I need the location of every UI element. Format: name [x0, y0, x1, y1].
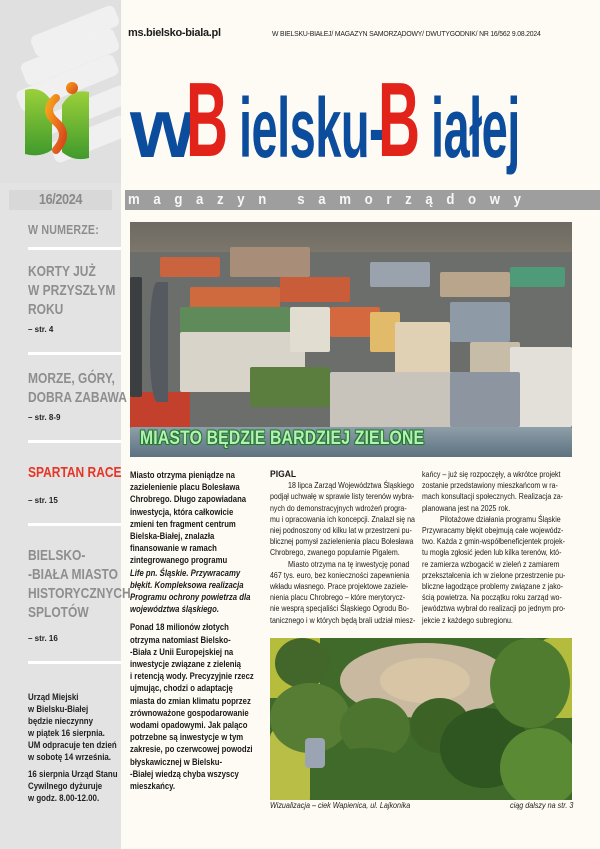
magazine-subtitle: magazyn samorządowy — [128, 191, 535, 208]
city-logo-icon — [22, 80, 92, 165]
toc-item-title: MORZE, GÓRY, DOBRA ZABAWA — [28, 370, 127, 406]
toc-heading: W NUMERZE: — [28, 222, 99, 237]
toc-item[interactable] — [28, 369, 127, 422]
divider — [28, 661, 121, 664]
toc-item[interactable] — [28, 262, 121, 334]
toc-item-title: SPARTAN RACE — [28, 464, 122, 481]
issue-number: 16/2024 — [9, 190, 112, 210]
toc-item-title: BIELSKO- -BIAŁA MIASTO HISTORYCZNYCH SPLOTÓW — [28, 547, 131, 621]
image-caption: Wizualizacja – ciek Wapienica, ul. Lajkonika — [270, 801, 411, 810]
article-column-3: kańcy – już się rozpoczęły, a wkrótce projekt zostanie przedstawiony mieszkańcom w ra- mach konsultacji społecznych. Realizacja za- planowana jest na 2025 rok. Pilotażowe działania programu Śląskie Przywracamy błękit obejmują całe wojewódz- two. Każda z gmin-współbeneficjentek projek- tu mogła zgłosić jeden lub kilka terenów, któ- re zamierza wzbogacić w zieleń z zamiarem przekształcenia ich w zielone przestrzenie pu- bliczne łagodzące problemy związane z jako- ścią powietrza. Na początku roku zarząd wo- jewództwa wybrał do realizacji po jednym pro- jekcie z każdego subregionu. — [422, 469, 566, 625]
aerial-city-photo — [130, 222, 572, 457]
divider — [28, 440, 121, 443]
logo-area — [0, 0, 121, 183]
issue-info: W BIELSKU-BIAŁEJ/ MAGAZYN SAMORZĄDOWY/ DWUTYGODNIK/ NR 16/562 9.08.2024 — [272, 29, 541, 38]
divider — [28, 523, 121, 526]
toc-item-page: – str. 16 — [28, 634, 58, 643]
continued-link[interactable]: ciąg dalszy na str. 3 — [510, 801, 574, 810]
office-hours-notice: Urząd Miejski w Bielsku-Białej będzie nieczynny w piątek 16 sierpnia. UM odpracuje ten dzień w sobotę 14 września. 16 sierpnia Urząd Stanu Cywilnego dyżuruje w godz. 8.00-12.00. — [28, 692, 118, 803]
article-lead: Miasto otrzyma pieniądze na zazielenienie placu Bolesława Chrobrego. Długo zapowiadana inwestycja, która całkowicie zmieni ten fragment centrum Bielska-Białej, znalazła finansowanie w ramach zintegrowanego programu Life pn. Śląskie. Przywracamy błękit. Kompleksowa realizacja Programu ochrony powietrza dla województwa śląskiego. Ponad 18 milionów złotych otrzyma natomiast Bielsko- -Biała z Unii Europejskiej na inwestycje związane z zielenią i retencją wody. Precyzyjnie rzecz ujmując, chodzi o adaptację miasta do zmian klimatu poprzez zrównoważone gospodarowanie wodami opadowymi. Jak paląco potrzebne są inwestycje w tym zakresie, po czerwcowej powodzi błyskawicznej w Bielsku- -Białej wiedzą chyba wszyscy mieszkańcy. — [130, 470, 254, 792]
table-of-contents — [28, 222, 131, 664]
hero-headline: MIASTO BĘDZIE BARDZIEJ ZIELONE — [140, 428, 425, 449]
toc-item[interactable] — [28, 546, 131, 643]
section-heading: PIGAL — [270, 469, 297, 480]
masthead-title: wB ielsku-B iałej — [130, 61, 520, 179]
toc-item-page: – str. 8-9 — [28, 413, 61, 422]
park-visualization-image — [270, 638, 572, 800]
article-column-2: PIGAL 18 lipca Zarząd Województwa Śląskiego podjął uchwałę w sprawie listy terenów wybra- nych do demonstracyjnych wdrożeń progra- mu i opracowania ich koncepcji. Znalazł się na niej podnoszony od kilku lat w przestrzeni pu- blicznej pomysł zazielenienia placu Bolesława Chrobrego, zwanego popularnie Pigalem. Miasto otrzyma na tę inwestycję ponad 467 tys. euro, bez konieczności zapewnienia wkładu własnego. Prace projektowe zaziele- nienia placu Chrobrego – które merytorycz- nie wesprą specjaliści Śląskiego Ogrodu Bo- tanicznego i w których będą brali udział miesz- — [270, 469, 416, 625]
site-url-link[interactable]: ms.bielsko-biala.pl — [128, 27, 221, 39]
divider — [28, 352, 121, 355]
toc-item-page: – str. 4 — [28, 325, 54, 334]
toc-item-title: KORTY JUŻ W PRZYSZŁYM ROKU — [28, 263, 116, 318]
divider — [28, 247, 121, 250]
toc-item[interactable] — [28, 463, 121, 505]
toc-item-page: – str. 15 — [28, 496, 58, 505]
